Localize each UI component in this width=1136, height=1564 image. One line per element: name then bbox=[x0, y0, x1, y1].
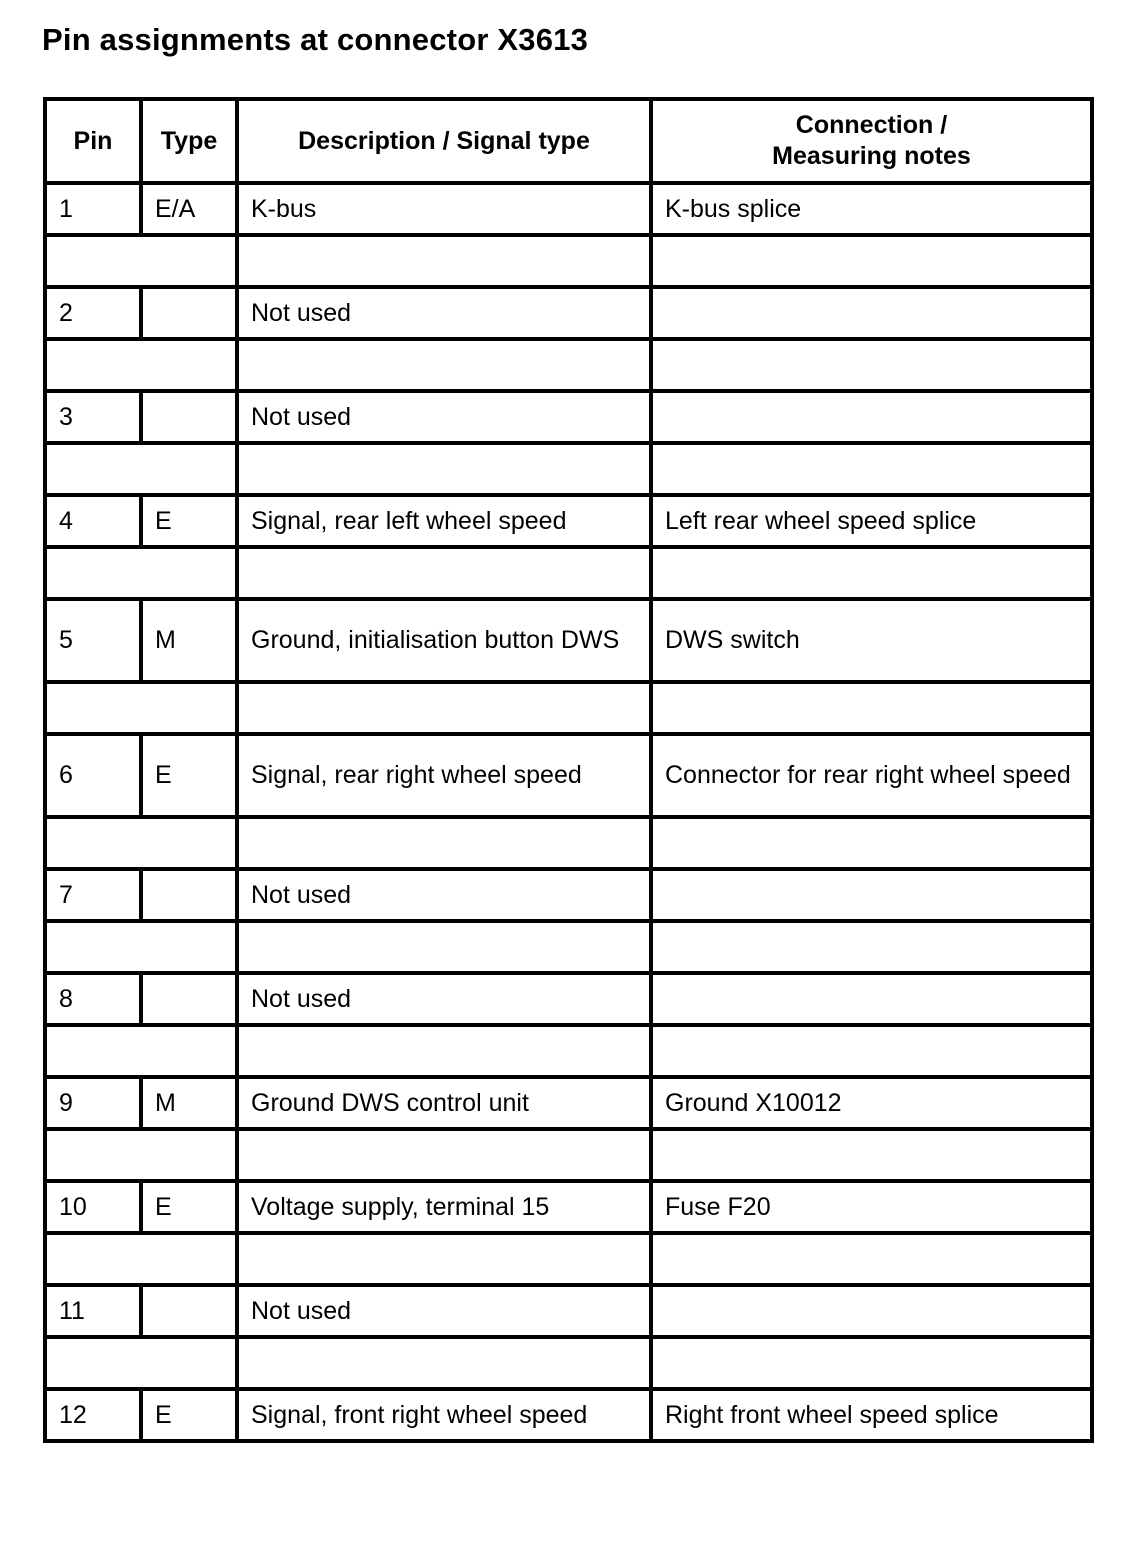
spacer-cell bbox=[237, 547, 651, 599]
cell-pin: 2 bbox=[45, 287, 141, 339]
cell-type: E/A bbox=[141, 183, 237, 235]
spacer-cell bbox=[651, 921, 1092, 973]
spacer-cell bbox=[237, 443, 651, 495]
header-description: Description / Signal type bbox=[237, 99, 651, 183]
header-connection-line1: Connection / bbox=[795, 111, 948, 139]
cell-description: Not used bbox=[237, 391, 651, 443]
spacer-cell bbox=[237, 235, 651, 287]
table-spacer-row bbox=[45, 235, 1092, 287]
cell-type: M bbox=[141, 1077, 237, 1129]
spacer-cell bbox=[651, 682, 1092, 734]
cell-connection: Connector for rear right wheel speed bbox=[651, 734, 1092, 817]
cell-connection bbox=[651, 287, 1092, 339]
table-row bbox=[45, 287, 1092, 339]
cell-pin: 9 bbox=[45, 1077, 141, 1129]
spacer-cell bbox=[237, 1025, 651, 1077]
table-spacer-row bbox=[45, 1233, 1092, 1285]
table-spacer-row bbox=[45, 1129, 1092, 1181]
table-spacer-row bbox=[45, 682, 1092, 734]
table-row bbox=[45, 391, 1092, 443]
cell-pin: 11 bbox=[45, 1285, 141, 1337]
cell-type bbox=[141, 391, 237, 443]
spacer-cell bbox=[237, 921, 651, 973]
cell-type: E bbox=[141, 1181, 237, 1233]
cell-pin: 6 bbox=[45, 734, 141, 817]
cell-pin: 4 bbox=[45, 495, 141, 547]
table-row bbox=[45, 1285, 1092, 1337]
cell-description: Ground DWS control unit bbox=[237, 1077, 651, 1129]
table-spacer-row bbox=[45, 817, 1092, 869]
spacer-cell bbox=[45, 817, 237, 869]
spacer-cell bbox=[45, 443, 237, 495]
cell-connection bbox=[651, 391, 1092, 443]
spacer-cell bbox=[237, 1337, 651, 1389]
page-title: Pin assignments at connector X3613 bbox=[42, 22, 589, 57]
cell-description: Not used bbox=[237, 973, 651, 1025]
cell-type bbox=[141, 869, 237, 921]
table-row bbox=[45, 734, 1092, 817]
cell-connection: Ground X10012 bbox=[651, 1077, 1092, 1129]
cell-connection: Fuse F20 bbox=[651, 1181, 1092, 1233]
table-spacer-row bbox=[45, 921, 1092, 973]
table-spacer-row bbox=[45, 1337, 1092, 1389]
spacer-cell bbox=[45, 339, 237, 391]
spacer-cell bbox=[651, 1025, 1092, 1077]
table-spacer-row bbox=[45, 547, 1092, 599]
cell-description: Ground, initialisation button DWS bbox=[237, 599, 651, 682]
spacer-cell bbox=[651, 547, 1092, 599]
spacer-cell bbox=[237, 1129, 651, 1181]
cell-description: Signal, rear left wheel speed bbox=[237, 495, 651, 547]
spacer-cell bbox=[651, 1337, 1092, 1389]
spacer-cell bbox=[45, 1233, 237, 1285]
spacer-cell bbox=[651, 235, 1092, 287]
spacer-cell bbox=[45, 1025, 237, 1077]
cell-description: Voltage supply, terminal 15 bbox=[237, 1181, 651, 1233]
cell-type bbox=[141, 973, 237, 1025]
cell-connection bbox=[651, 973, 1092, 1025]
cell-pin: 7 bbox=[45, 869, 141, 921]
cell-pin: 5 bbox=[45, 599, 141, 682]
header-connection-line2: Measuring notes bbox=[772, 142, 971, 170]
spacer-cell bbox=[237, 1233, 651, 1285]
cell-pin: 10 bbox=[45, 1181, 141, 1233]
spacer-cell bbox=[45, 547, 237, 599]
cell-type: E bbox=[141, 1389, 237, 1441]
spacer-cell bbox=[45, 921, 237, 973]
header-connection bbox=[651, 99, 1092, 183]
table-row bbox=[45, 495, 1092, 547]
table-row bbox=[45, 183, 1092, 235]
cell-connection: Left rear wheel speed splice bbox=[651, 495, 1092, 547]
spacer-cell bbox=[651, 1233, 1092, 1285]
cell-description: Not used bbox=[237, 869, 651, 921]
cell-pin: 12 bbox=[45, 1389, 141, 1441]
cell-connection: Right front wheel speed splice bbox=[651, 1389, 1092, 1441]
spacer-cell bbox=[651, 817, 1092, 869]
table-spacer-row bbox=[45, 443, 1092, 495]
table-row bbox=[45, 599, 1092, 682]
cell-pin: 1 bbox=[45, 183, 141, 235]
cell-type bbox=[141, 1285, 237, 1337]
spacer-cell bbox=[651, 339, 1092, 391]
cell-description: Not used bbox=[237, 1285, 651, 1337]
table-row bbox=[45, 869, 1092, 921]
header-type: Type bbox=[141, 99, 237, 183]
spacer-cell bbox=[237, 682, 651, 734]
spacer-cell bbox=[237, 339, 651, 391]
spacer-cell bbox=[45, 1129, 237, 1181]
header-pin: Pin bbox=[45, 99, 141, 183]
table-row bbox=[45, 1181, 1092, 1233]
spacer-cell bbox=[45, 1337, 237, 1389]
cell-connection bbox=[651, 1285, 1092, 1337]
spacer-cell bbox=[651, 1129, 1092, 1181]
spacer-cell bbox=[237, 817, 651, 869]
cell-type: E bbox=[141, 495, 237, 547]
cell-connection bbox=[651, 869, 1092, 921]
pin-assignment-table bbox=[43, 97, 1094, 1443]
table-spacer-row bbox=[45, 1025, 1092, 1077]
cell-type: M bbox=[141, 599, 237, 682]
cell-pin: 3 bbox=[45, 391, 141, 443]
spacer-cell bbox=[45, 235, 237, 287]
cell-connection: K-bus splice bbox=[651, 183, 1092, 235]
spacer-cell bbox=[45, 682, 237, 734]
table-row bbox=[45, 1077, 1092, 1129]
cell-description: Signal, rear right wheel speed bbox=[237, 734, 651, 817]
table-row bbox=[45, 1389, 1092, 1441]
spacer-cell bbox=[651, 443, 1092, 495]
table-row bbox=[45, 973, 1092, 1025]
cell-type: E bbox=[141, 734, 237, 817]
cell-description: Not used bbox=[237, 287, 651, 339]
cell-pin: 8 bbox=[45, 973, 141, 1025]
cell-type bbox=[141, 287, 237, 339]
table-spacer-row bbox=[45, 339, 1092, 391]
table-header-row bbox=[45, 99, 1092, 183]
cell-description: K-bus bbox=[237, 183, 651, 235]
cell-connection: DWS switch bbox=[651, 599, 1092, 682]
cell-description: Signal, front right wheel speed bbox=[237, 1389, 651, 1441]
